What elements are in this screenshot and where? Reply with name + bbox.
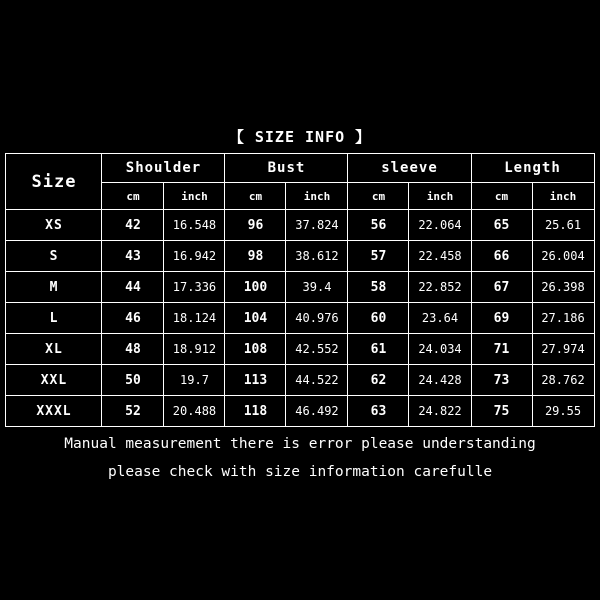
cell-length-cm: 65 <box>471 210 532 241</box>
row-size-label: XS <box>6 210 102 241</box>
cell-bust-inch: 46.492 <box>286 396 348 427</box>
cell-bust-inch: 40.976 <box>286 303 348 334</box>
cell-sleeve-cm: 58 <box>348 272 409 303</box>
column-header-size: Size <box>6 154 102 210</box>
cell-bust-cm: 108 <box>225 334 286 365</box>
cell-shoulder-cm: 46 <box>102 303 164 334</box>
cell-bust-inch: 42.552 <box>286 334 348 365</box>
table-group-row <box>6 154 594 183</box>
row-size-label: XXL <box>6 365 102 396</box>
cell-sleeve-cm: 56 <box>348 210 409 241</box>
unit-bust-cm: cm <box>225 183 286 210</box>
table-row <box>6 365 594 396</box>
column-group-length: Length <box>471 154 594 183</box>
cell-sleeve-inch: 23.64 <box>409 303 471 334</box>
cell-sleeve-cm: 63 <box>348 396 409 427</box>
unit-length-inch: inch <box>532 183 594 210</box>
table-row <box>6 334 594 365</box>
measurement-note-line1: Manual measurement there is error please understanding <box>64 436 536 452</box>
cell-length-inch: 28.762 <box>532 365 594 396</box>
cell-sleeve-inch: 22.064 <box>409 210 471 241</box>
cell-shoulder-cm: 48 <box>102 334 164 365</box>
cell-bust-cm: 104 <box>225 303 286 334</box>
table-body <box>6 210 594 427</box>
cell-length-cm: 67 <box>471 272 532 303</box>
cell-sleeve-inch: 24.428 <box>409 365 471 396</box>
cell-sleeve-cm: 60 <box>348 303 409 334</box>
cell-bust-cm: 113 <box>225 365 286 396</box>
size-chart-sheet <box>0 122 600 484</box>
cell-shoulder-inch: 16.548 <box>164 210 225 241</box>
cell-length-cm: 71 <box>471 334 532 365</box>
cell-length-inch: 26.398 <box>532 272 594 303</box>
cell-shoulder-cm: 42 <box>102 210 164 241</box>
column-group-bust: Bust <box>225 154 348 183</box>
row-size-label: XXXL <box>6 396 102 427</box>
unit-shoulder-inch: inch <box>164 183 225 210</box>
cell-sleeve-inch: 24.034 <box>409 334 471 365</box>
cell-bust-cm: 98 <box>225 241 286 272</box>
cell-length-cm: 75 <box>471 396 532 427</box>
cell-length-inch: 29.55 <box>532 396 594 427</box>
cell-shoulder-inch: 18.912 <box>164 334 225 365</box>
table-row <box>6 241 594 272</box>
cell-shoulder-cm: 52 <box>102 396 164 427</box>
cell-shoulder-cm: 44 <box>102 272 164 303</box>
cell-bust-cm: 96 <box>225 210 286 241</box>
cell-length-cm: 73 <box>471 365 532 396</box>
cell-length-inch: 26.004 <box>532 241 594 272</box>
cell-shoulder-inch: 17.336 <box>164 272 225 303</box>
column-group-shoulder: Shoulder <box>102 154 225 183</box>
cell-sleeve-cm: 57 <box>348 241 409 272</box>
cell-shoulder-cm: 50 <box>102 365 164 396</box>
cell-length-inch: 25.61 <box>532 210 594 241</box>
unit-sleeve-inch: inch <box>409 183 471 210</box>
cell-bust-inch: 44.522 <box>286 365 348 396</box>
row-size-label: XL <box>6 334 102 365</box>
table-header <box>6 154 594 210</box>
cell-length-inch: 27.186 <box>532 303 594 334</box>
table-row <box>6 210 594 241</box>
size-info-table <box>5 153 594 427</box>
cell-bust-inch: 38.612 <box>286 241 348 272</box>
row-size-label: S <box>6 241 102 272</box>
cell-sleeve-inch: 22.458 <box>409 241 471 272</box>
unit-bust-inch: inch <box>286 183 348 210</box>
unit-shoulder-cm: cm <box>102 183 164 210</box>
row-size-label: L <box>6 303 102 334</box>
table-row <box>6 303 594 334</box>
cell-sleeve-cm: 62 <box>348 365 409 396</box>
cell-sleeve-inch: 22.852 <box>409 272 471 303</box>
unit-sleeve-cm: cm <box>348 183 409 210</box>
cell-length-inch: 27.974 <box>532 334 594 365</box>
column-group-sleeve: sleeve <box>348 154 471 183</box>
cell-shoulder-inch: 18.124 <box>164 303 225 334</box>
cell-sleeve-inch: 24.822 <box>409 396 471 427</box>
cell-bust-inch: 39.4 <box>286 272 348 303</box>
cell-shoulder-cm: 43 <box>102 241 164 272</box>
cell-bust-inch: 37.824 <box>286 210 348 241</box>
cell-bust-cm: 100 <box>225 272 286 303</box>
table-row <box>6 272 594 303</box>
cell-shoulder-inch: 16.942 <box>164 241 225 272</box>
unit-length-cm: cm <box>471 183 532 210</box>
page-title: 【 SIZE INFO 】 <box>228 128 372 146</box>
measurement-note-line2: please check with size information carefulle <box>107 464 493 481</box>
cell-length-cm: 66 <box>471 241 532 272</box>
cell-length-cm: 69 <box>471 303 532 334</box>
cell-sleeve-cm: 61 <box>348 334 409 365</box>
table-row <box>6 396 594 427</box>
cell-bust-cm: 118 <box>225 396 286 427</box>
cell-shoulder-inch: 19.7 <box>164 365 225 396</box>
cell-shoulder-inch: 20.488 <box>164 396 225 427</box>
row-size-label: M <box>6 272 102 303</box>
